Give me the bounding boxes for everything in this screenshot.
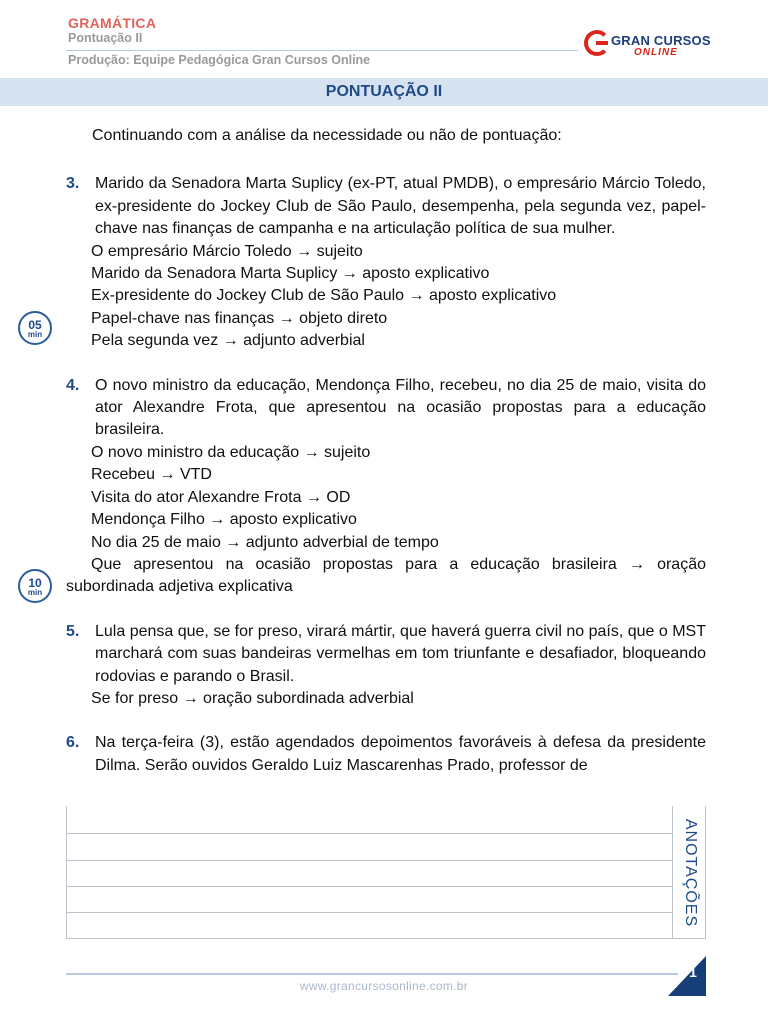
item-text: Marido da Senadora Marta Suplicy (ex-PT, atual PMDB), o empresário Márcio Toledo, ex-presidente do Jockey Club de São Paulo, desempenha, pela segunda vez, papel-chave nas finanças de campanha e na articulação política de sua mulher. <box>95 175 706 238</box>
item-number: 4. <box>66 376 80 394</box>
gran-cursos-logo <box>584 30 710 64</box>
timer-badge-unit: min <box>27 588 43 597</box>
footer-divider <box>66 973 678 975</box>
logo-top-text: GRAN CURSOS <box>611 33 711 48</box>
analysis-line: Se for preso → oração subordinada adverbial <box>91 689 414 707</box>
analysis-line: Marido da Senadora Marta Suplicy → aposto explicativo <box>91 265 490 283</box>
item-number: 6. <box>66 734 80 752</box>
header-topic: Pontuação II <box>68 31 143 45</box>
notes-label: ANOTAÇÕES <box>682 818 699 927</box>
item-number: 3. <box>66 175 80 193</box>
notes-line <box>67 860 673 861</box>
notes-box <box>66 806 706 939</box>
page-number: 1 <box>689 964 697 980</box>
item-text: Lula pensa que, se for preso, virará mártir, que haverá guerra civil no país, que o MST marchará com suas bandeiras vermelhas em tom triunfante e desafiador, bloqueando rodovias e parando o Brasil. <box>95 622 706 685</box>
list-item <box>66 173 706 240</box>
analysis-line-wrapped: Que apresentou na ocasião propostas para a educação brasileira → oração subordinada adjetiva explicativa <box>66 555 706 596</box>
analysis-line: Visita do ator Alexandre Frota → OD <box>91 488 351 506</box>
list-item <box>66 732 706 777</box>
item-number: 5. <box>66 622 80 640</box>
timer-badge <box>18 311 52 345</box>
item-text: O novo ministro da educação, Mendonça Filho, recebeu, no dia 25 de maio, visita do ator Alexandre Frota, que apresentou na ocasião propostas para a educação brasileira. <box>95 376 706 439</box>
logo-bottom-text: ONLINE <box>634 47 678 58</box>
item-text: Na terça-feira (3), estão agendados depoimentos favoráveis à defesa da presidente Dilma. Serão ouvidos Geraldo Luiz Mascarenhas Prado, professor de <box>95 734 706 774</box>
analysis-line: O empresário Márcio Toledo → sujeito <box>91 242 363 260</box>
header-divider <box>66 50 578 51</box>
analysis-line: O novo ministro da educação → sujeito <box>91 443 371 461</box>
timer-badge-unit: min <box>27 330 43 339</box>
analysis-line: Ex-presidente do Jockey Club de São Paulo → aposto explicativo <box>91 287 557 305</box>
notes-label-box <box>673 806 707 939</box>
analysis-line: Pela segunda vez → adjunto adverbial <box>91 332 365 350</box>
intro-text: Continuando com a análise da necessidade ou não de pontuação: <box>92 127 562 144</box>
logo-g-bar <box>596 41 608 45</box>
analysis-line: No dia 25 de maio → adjunto adverbial de tempo <box>91 533 439 551</box>
notes-line <box>67 833 673 834</box>
title-bar <box>0 78 768 106</box>
notes-line <box>67 886 673 887</box>
main-content <box>66 125 706 777</box>
header-production: Produção: Equipe Pedagógica Gran Cursos Online <box>68 53 371 67</box>
analysis-line: Mendonça Filho → aposto explicativo <box>91 511 357 529</box>
analysis-line: Papel-chave nas finanças → objeto direto <box>91 309 388 327</box>
footer-url[interactable]: www.grancursosonline.com.br <box>299 979 469 993</box>
timer-badge-number: 05 <box>28 318 42 332</box>
list-item <box>66 621 706 688</box>
analysis-line: Recebeu → VTD <box>91 466 212 484</box>
page-title: PONTUAÇÃO II <box>325 83 443 100</box>
header-subject: GRAMÁTICA <box>68 15 157 31</box>
list-item <box>66 375 706 442</box>
notes-line <box>67 912 673 913</box>
timer-badge <box>18 569 52 603</box>
timer-badge-number: 10 <box>28 576 42 590</box>
